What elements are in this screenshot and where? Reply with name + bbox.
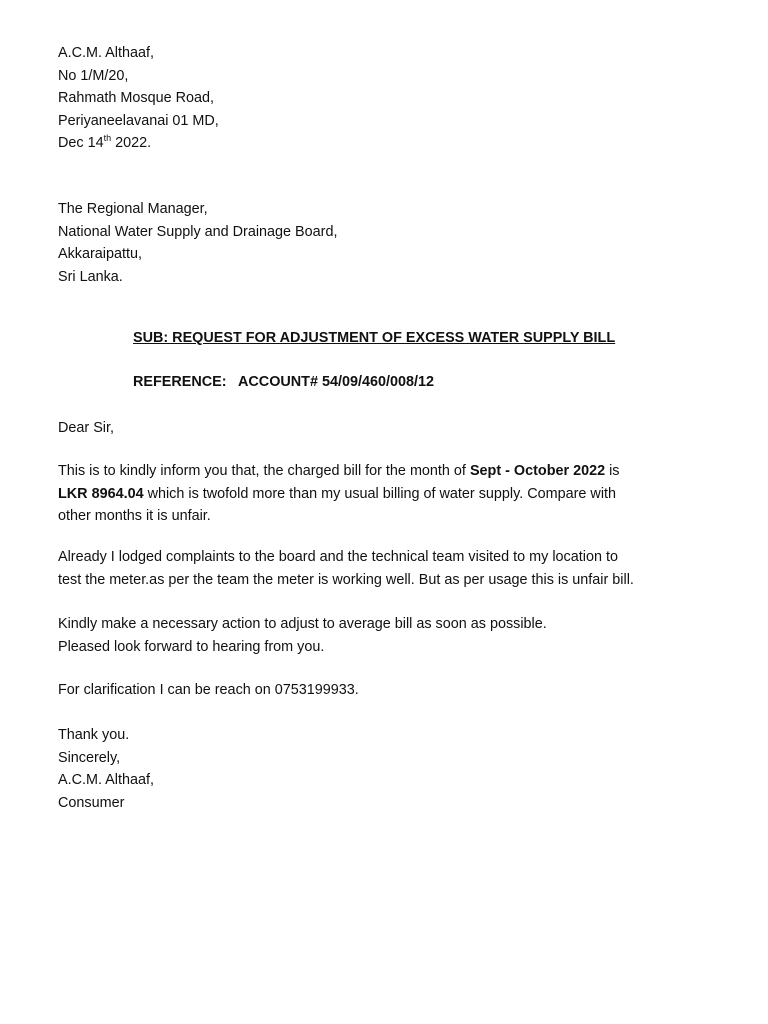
salutation: Dear Sir,: [58, 420, 114, 436]
billing-period: Sept - October 2022: [469, 463, 606, 479]
recipient-country: Sri Lanka.: [58, 268, 123, 285]
paragraph-complaint: [58, 546, 708, 591]
subject-line: SUB: REQUEST FOR ADJUSTMENT OF EXCESS WATER SUPPLY BILL: [133, 330, 616, 346]
signature-role: Consumer: [58, 794, 125, 811]
closing-thanks: Thank you.: [58, 727, 130, 743]
closing-sincerely: Sincerely,: [58, 749, 121, 766]
bill-amount: LKR 8964.04: [58, 485, 144, 502]
para1-text2: is: [605, 463, 620, 479]
reference-line: [133, 371, 434, 394]
sender-address-line2: Rahmath Mosque Road,: [58, 90, 214, 106]
salutation-block: [58, 417, 708, 440]
date-ordinal: th: [103, 133, 112, 143]
date-prefix: Dec 14: [58, 135, 104, 151]
paragraph-bill-details: [58, 460, 708, 528]
para1-line1: [58, 460, 708, 483]
para3-line1: Kindly make a necessary action to adjust to average bill as soon as possible.: [58, 616, 547, 632]
letter-date: [58, 132, 708, 155]
reference-value: ACCOUNT# 54/09/460/008/12: [238, 374, 434, 390]
para1-text1: This is to kindly inform you that, the charged bill for the month of: [58, 463, 470, 479]
sender-address-line3: Periyaneelavanai 01 MD,: [58, 112, 219, 129]
para3-line2: Pleased look forward to hearing from you.: [58, 638, 325, 655]
sender-name: A.C.M. Althaaf,: [58, 45, 154, 61]
recipient-city: Akkaraipattu,: [58, 246, 142, 262]
closing-block: [58, 724, 708, 814]
para2-line2: test the meter.as per the team the meter is working well. But as per usage this is unfair bill.: [58, 571, 634, 588]
para1-line2: [58, 483, 708, 506]
signature-name: A.C.M. Althaaf,: [58, 772, 154, 788]
recipient-title: The Regional Manager,: [58, 201, 208, 217]
sender-address-block: [58, 42, 708, 155]
reference-label: REFERENCE:: [133, 374, 227, 390]
recipient-org: National Water Supply and Drainage Board,: [58, 223, 338, 240]
para1-text3: which is twofold more than my usual billing of water supply. Compare with: [143, 485, 617, 502]
para2-line1: Already I lodged complaints to the board and the technical team visited to my location to: [58, 549, 618, 565]
paragraph-request: [58, 613, 708, 658]
contact-line: For clarification I can be reach on 0753199933.: [58, 682, 359, 698]
recipient-address-block: [58, 198, 708, 288]
sender-address-line1: No 1/M/20,: [58, 67, 129, 84]
para1-line3: other months it is unfair.: [58, 508, 211, 524]
date-suffix: 2022.: [111, 135, 152, 151]
paragraph-contact: [58, 679, 708, 702]
